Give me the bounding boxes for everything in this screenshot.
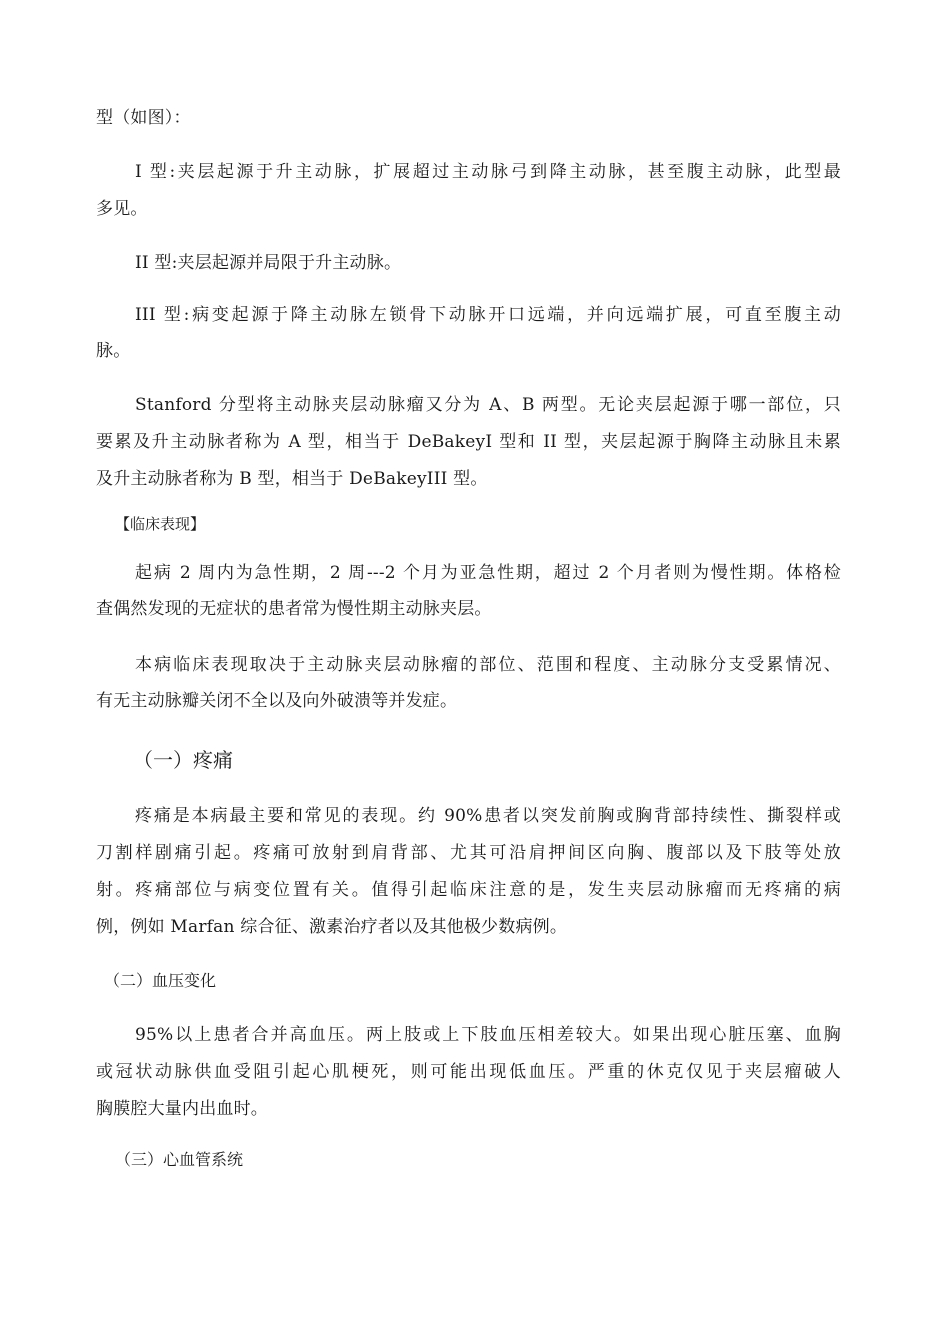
subheading-cardiovascular: （三）心血管系统	[115, 1150, 244, 1169]
paragraph-line: 本病临床表现取决于主动脉夹层动脉瘤的部位、范围和程度、主动脉分支受累情况、	[135, 655, 841, 675]
paragraph-line: 或冠状动脉供血受阻引起心肌梗死，则可能出现低血压。严重的休克仅见于夹层瘤破人	[96, 1062, 841, 1082]
subheading-blood-pressure: （二）血压变化	[104, 971, 217, 990]
subheading-pain: （一）疼痛	[133, 748, 233, 772]
paragraph-line: 脉。	[96, 341, 131, 361]
paragraph-line: 型（如图）：	[96, 108, 191, 128]
paragraph-line: 起病 2 周内为急性期，2 周---2 个月为亚急性期，超过 2 个月者则为慢性期。体格检	[135, 563, 841, 583]
paragraph-line: 及升主动脉者称为 B 型，相当于 DeBakeyIII 型。	[96, 469, 488, 489]
paragraph-line: II 型:夹层起源并局限于升主动脉。	[135, 253, 402, 273]
paragraph-line: 疼痛是本病最主要和常见的表现。约 90%患者以突发前胸或胸背部持续性、撕裂样或	[135, 806, 841, 826]
paragraph-line: 要累及升主动脉者称为 A 型，相当于 DeBakeyI 型和 II 型，夹层起源于胸降主动脉且未累	[96, 432, 841, 452]
section-heading-clinical: 【临床表现】	[115, 515, 206, 533]
paragraph-line: 95%以上患者合并高血压。两上肢或上下肢血压相差较大。如果出现心脏压塞、血胸	[135, 1025, 841, 1045]
paragraph-line: 胸膜腔大量内出血时。	[96, 1099, 268, 1119]
paragraph-line: 有无主动脉瓣关闭不全以及向外破溃等并发症。	[96, 691, 458, 711]
paragraph-line: 多见。	[96, 199, 148, 219]
paragraph-line: III 型:病变起源于降主动脉左锁骨下动脉开口远端，并向远端扩展，可直至腹主动	[135, 305, 841, 325]
paragraph-line: I 型:夹层起源于升主动脉，扩展超过主动脉弓到降主动脉，甚至腹主动脉，此型最	[135, 162, 841, 182]
paragraph-line: 查偶然发现的无症状的患者常为慢性期主动脉夹层。	[96, 599, 492, 619]
paragraph-line: 例，例如 Marfan 综合征、激素治疗者以及其他极少数病例。	[96, 917, 568, 937]
paragraph-line: 射。疼痛部位与病变位置有关。值得引起临床注意的是，发生夹层动脉瘤而无疼痛的病	[96, 880, 841, 900]
paragraph-line: Stanford 分型将主动脉夹层动脉瘤又分为 A、B 两型。无论夹层起源于哪一部位，只	[135, 395, 841, 415]
paragraph-line: 刀割样剧痛引起。疼痛可放射到肩背部、尤其可沿肩押间区向胸、腹部以及下肢等处放	[96, 843, 841, 863]
